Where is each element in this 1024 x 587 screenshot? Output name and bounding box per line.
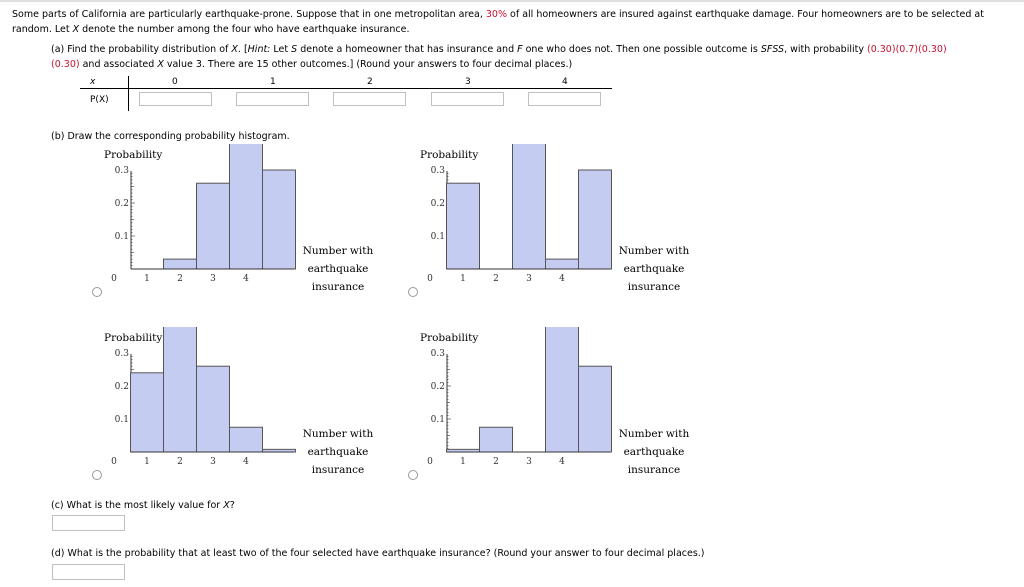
percent-value: 30%	[485, 9, 508, 20]
x-tick-label: 1	[460, 274, 466, 284]
x-value-0: 0	[172, 77, 178, 87]
p-input-2[interactable]	[333, 92, 406, 106]
y-tick-label: 0.3	[430, 166, 445, 176]
x-tick-label: 0	[111, 274, 117, 284]
histogram-bar	[164, 259, 197, 269]
y-tick-label: 0.1	[430, 415, 445, 425]
histogram-option-1	[98, 144, 398, 299]
histogram-bar	[230, 427, 263, 452]
p-input-3[interactable]	[431, 92, 504, 106]
x-tick-label: 0	[111, 457, 117, 467]
histogram-option-3	[98, 327, 398, 482]
part-b-prompt: (b) Draw the corresponding probability histogram.	[51, 131, 290, 142]
y-tick-label: 0.3	[114, 166, 129, 176]
histogram-bar	[131, 373, 164, 452]
histogram-bar	[480, 427, 513, 452]
x-tick-label: 2	[177, 457, 183, 467]
x-axis-label: earthquake	[307, 446, 369, 458]
histogram-bar	[197, 183, 230, 269]
x-axis-label: earthquake	[623, 446, 685, 458]
part-d-prompt: (d) What is the probability that at least two of the four selected have earthquake insurance? (Round your answer to four decimal places.)	[51, 548, 705, 559]
y-axis-label: Probability	[420, 149, 479, 161]
histogram-bar	[164, 327, 197, 452]
x-value-3: 3	[465, 77, 471, 87]
x-value-2: 2	[367, 77, 373, 87]
y-tick-label: 0.3	[114, 349, 129, 359]
y-axis-label: Probability	[420, 332, 479, 344]
x-axis-label: Number with	[302, 245, 374, 257]
x-tick-label: 2	[493, 274, 499, 284]
histogram-bar	[513, 144, 546, 269]
x-tick-label: 4	[559, 274, 565, 284]
problem-intro: Some parts of California are particularly earthquake-prone. Suppose that in one metropolitan area, 30% of all homeowners are insured against earthquake damage. Four homeowners are to be selected at random. Let X denote the number among the four who have earthquake insurance.	[12, 9, 984, 35]
histogram-option-4	[414, 327, 714, 482]
x-axis-label: insurance	[311, 281, 365, 293]
y-axis-label: Probability	[104, 332, 163, 344]
top-border	[0, 0, 1024, 2]
histogram-option-2	[414, 144, 714, 299]
p-input-1[interactable]	[236, 92, 309, 106]
px-header: P(X)	[90, 95, 109, 105]
part-a-prompt: (a) Find the probability distribution of X. [Hint: Let S denote a homeowner that has insurance and F one who does not. Then one possible outcome is SFSS, with probability (0.30)(0.7)(0.30) (0.30) and associated X value 3. There are 15 other outcomes.] (Round your answers to four decimal places.)	[51, 44, 947, 70]
x-axis-label: insurance	[311, 464, 365, 476]
x-tick-label: 1	[144, 274, 150, 284]
p-input-0[interactable]	[139, 92, 212, 106]
histogram-bar	[546, 327, 579, 452]
x-axis-label: earthquake	[307, 263, 369, 275]
part-c-prompt: (c) What is the most likely value for X?	[51, 500, 235, 511]
x-tick-label: 3	[210, 274, 216, 284]
x-tick-label: 0	[427, 274, 433, 284]
x-value-4: 4	[562, 77, 568, 87]
y-tick-label: 0.1	[430, 232, 445, 242]
table-rule	[80, 88, 612, 89]
x-tick-label: 2	[493, 457, 499, 467]
part-c-answer-input[interactable]	[52, 515, 125, 531]
x-axis-label: insurance	[627, 281, 681, 293]
histogram-bar	[197, 366, 230, 452]
y-axis-label: Probability	[104, 149, 163, 161]
y-tick-label: 0.2	[114, 382, 129, 392]
p-input-4[interactable]	[528, 92, 601, 106]
histogram-bar	[579, 170, 612, 269]
table-divider	[128, 76, 129, 111]
y-tick-label: 0.2	[114, 199, 129, 209]
histogram-bar	[546, 259, 579, 269]
y-tick-label: 0.3	[430, 349, 445, 359]
x-axis-label: Number with	[618, 245, 690, 257]
x-tick-label: 3	[210, 457, 216, 467]
x-tick-label: 0	[427, 457, 433, 467]
x-axis-label: insurance	[627, 464, 681, 476]
x-tick-label: 2	[177, 274, 183, 284]
y-tick-label: 0.1	[114, 232, 129, 242]
x-axis-label: Number with	[302, 428, 374, 440]
x-tick-label: 1	[460, 457, 466, 467]
x-tick-label: 4	[243, 274, 249, 284]
x-tick-label: 4	[559, 457, 565, 467]
x-header: x	[90, 77, 96, 87]
part-d-answer-input[interactable]	[52, 564, 125, 580]
histogram-bar	[447, 183, 480, 269]
y-tick-label: 0.2	[430, 382, 445, 392]
x-tick-label: 3	[526, 274, 532, 284]
histogram-bar	[230, 144, 263, 269]
x-tick-label: 1	[144, 457, 150, 467]
histogram-bar	[263, 170, 296, 269]
x-value-1: 1	[270, 77, 276, 87]
x-tick-label: 4	[243, 457, 249, 467]
x-axis-label: earthquake	[623, 263, 685, 275]
x-axis-label: Number with	[618, 428, 690, 440]
y-tick-label: 0.2	[430, 199, 445, 209]
x-tick-label: 3	[526, 457, 532, 467]
histogram-bar	[579, 366, 612, 452]
y-tick-label: 0.1	[114, 415, 129, 425]
